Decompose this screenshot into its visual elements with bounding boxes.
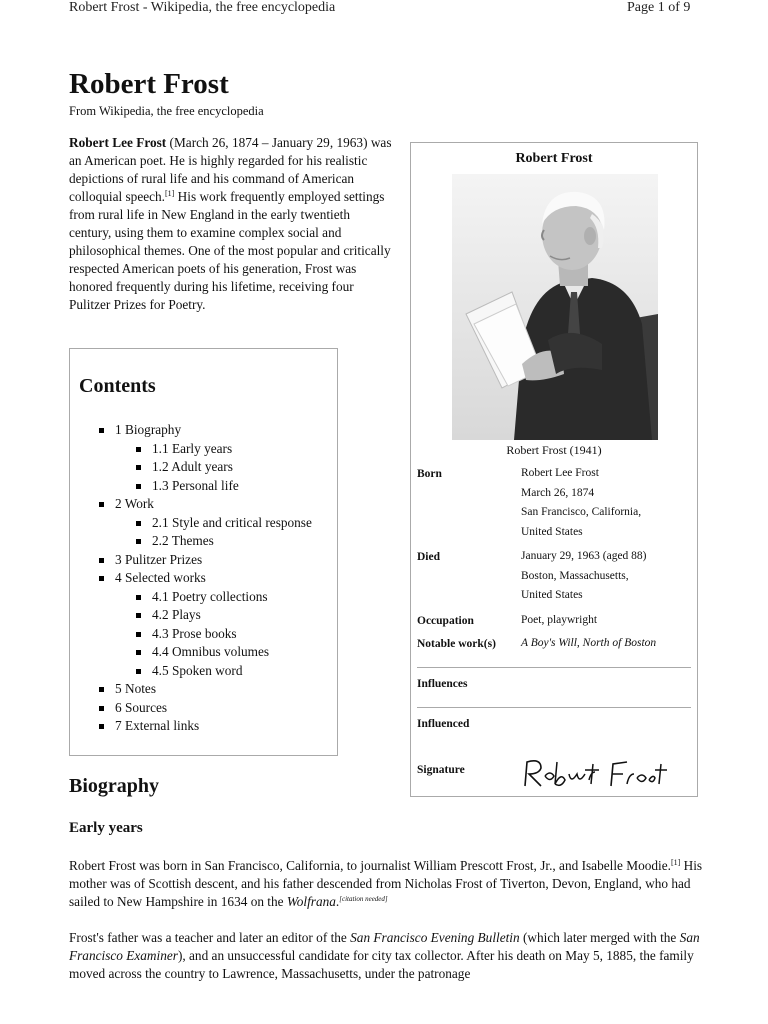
born-line: San Francisco, California, xyxy=(521,506,642,518)
toc-title: Contents xyxy=(79,375,156,397)
born-line: March 26, 1874 xyxy=(521,486,595,499)
born-value xyxy=(521,464,641,542)
intro-paragraph xyxy=(69,134,395,314)
table-of-contents xyxy=(69,348,338,756)
toc-item[interactable] xyxy=(70,680,337,699)
signature-image xyxy=(519,756,669,792)
bullet-icon xyxy=(136,669,141,674)
infobox-name: Robert Frost xyxy=(515,151,593,166)
signature-label: Signature xyxy=(417,764,465,776)
influences-label[interactable]: Influences xyxy=(417,678,468,690)
toc-item[interactable] xyxy=(70,551,337,570)
died-line: Boston, Massachusetts, xyxy=(521,569,629,582)
intro-text-a: (March 26, 1874 – January 29, 1963) was an American poet. He is highly regarded for his realistic depictions of rural life and his command of American colloquial speech. xyxy=(69,135,392,204)
toc-item-label[interactable]: 4 Selected works xyxy=(115,570,206,585)
citation-needed-link[interactable]: [citation needed] xyxy=(339,895,388,903)
toc-item[interactable] xyxy=(70,625,337,644)
toc-item-label[interactable]: 1.3 Personal life xyxy=(152,477,239,493)
text: ), and an unsuccessful candidate for city tax collector. After his death on May 5, 1885, the family moved across the country to Lawrence, Massachusetts, under the patronage xyxy=(69,948,694,981)
bullet-icon xyxy=(136,447,141,452)
toc-item[interactable] xyxy=(70,606,337,625)
born-line: United States xyxy=(521,525,583,538)
toc-item-label[interactable]: 4.5 Spoken word xyxy=(152,662,243,678)
died-value xyxy=(521,547,647,606)
toc-item-label[interactable]: 1 Biography xyxy=(115,422,182,437)
page-subtitle: From Wikipedia, the free encyclopedia xyxy=(69,104,264,118)
toc-item-label[interactable]: 7 External links xyxy=(115,718,200,733)
page-header-title: Robert Frost - Wikipedia, the free encyclopedia xyxy=(69,0,336,15)
died-line: January 29, 1963 (aged 88) xyxy=(521,550,647,562)
toc-item[interactable] xyxy=(70,699,337,718)
toc-item-label[interactable]: 5 Notes xyxy=(115,681,156,696)
newspaper-name: San Francisco Examiner xyxy=(69,930,700,963)
text: Robert Frost was born in San Francisco, California, to journalist William Prescott Frost, Jr., and Isabelle Moodie. xyxy=(69,858,671,873)
toc-item-label[interactable]: 3 Pulitzer Prizes xyxy=(115,551,203,567)
bullet-icon xyxy=(136,650,141,655)
bullet-icon xyxy=(99,558,104,563)
toc-list xyxy=(70,421,337,736)
bullet-icon xyxy=(136,595,141,600)
subsection-heading-early-years: Early years xyxy=(69,820,143,836)
toc-item[interactable] xyxy=(70,643,337,662)
bullet-icon xyxy=(99,706,104,711)
occupation-label: Occupation xyxy=(417,615,474,627)
page-title: Robert Frost xyxy=(69,68,229,100)
toc-item[interactable] xyxy=(70,532,337,551)
toc-item-label[interactable]: 4.4 Omnibus volumes xyxy=(152,644,270,659)
intro-bold-name: Robert Lee Frost xyxy=(69,135,167,150)
intro-text-b: His work frequently employed settings from rural life in New England in the early twentieth century, using them to examine complex social and philosophical themes. One of the most popular and critically respected American poets of his generation, Frost was honored frequently during his lifetime, receiving four Pulitzer Prizes for Poetry. xyxy=(69,189,391,312)
toc-item[interactable] xyxy=(70,458,337,477)
toc-item-label[interactable]: 4.3 Prose books xyxy=(152,625,237,641)
toc-item[interactable] xyxy=(70,569,337,588)
died-label: Died xyxy=(417,551,440,563)
bullet-icon xyxy=(136,521,141,526)
text: . xyxy=(335,894,340,909)
died-line: United States xyxy=(521,589,583,601)
toc-item[interactable] xyxy=(70,514,337,533)
born-line: Robert Lee Frost xyxy=(521,467,599,479)
divider xyxy=(417,667,691,668)
bullet-icon xyxy=(99,576,104,581)
text: Frost's father was a teacher and later an editor of the xyxy=(69,930,351,945)
bullet-icon xyxy=(99,687,104,692)
text: (which later merged with the xyxy=(519,930,680,945)
bullet-icon xyxy=(99,502,104,507)
toc-item-label[interactable]: 1.2 Adult years xyxy=(152,459,233,474)
notable-works-label: Notable work(s) xyxy=(417,638,496,650)
toc-item[interactable] xyxy=(70,421,337,440)
notable-works-value[interactable]: A Boy's Will, North of Boston xyxy=(521,637,657,649)
portrait-photo xyxy=(452,174,658,440)
page-number: Page 1 of 9 xyxy=(627,0,691,15)
body-paragraph xyxy=(69,857,709,911)
toc-item-label[interactable]: 2 Work xyxy=(115,496,154,511)
divider xyxy=(417,707,691,708)
toc-item-label[interactable]: 1.1 Early years xyxy=(152,440,233,456)
citation-link[interactable]: [1] xyxy=(670,858,681,867)
body-paragraph xyxy=(69,929,709,983)
toc-item[interactable] xyxy=(70,440,337,459)
toc-item[interactable] xyxy=(70,588,337,607)
bullet-icon xyxy=(136,465,141,470)
bullet-icon xyxy=(136,539,141,544)
bullet-icon xyxy=(136,484,141,489)
influenced-label[interactable]: Influenced xyxy=(417,718,470,730)
bullet-icon xyxy=(99,428,104,433)
bullet-icon xyxy=(136,613,141,618)
toc-item[interactable] xyxy=(70,717,337,736)
bullet-icon xyxy=(136,632,141,637)
toc-item-label[interactable]: 2.2 Themes xyxy=(152,533,214,548)
toc-item[interactable] xyxy=(70,495,337,514)
ship-name: Wolfrana xyxy=(286,894,336,909)
born-label: Born xyxy=(417,468,442,480)
text: His mother was of Scottish descent, and his father descended from Nicholas Frost of Tiverton, Devon, England, who had sailed to New Hampshire in 1634 on the xyxy=(69,858,703,909)
toc-item-label[interactable]: 4.1 Poetry collections xyxy=(152,588,268,604)
infobox xyxy=(410,142,698,797)
toc-item-label[interactable]: 2.1 Style and critical response xyxy=(152,514,312,530)
bullet-icon xyxy=(99,724,104,729)
toc-item[interactable] xyxy=(70,662,337,681)
occupation-value: Poet, playwright xyxy=(521,614,598,626)
toc-item[interactable] xyxy=(70,477,337,496)
citation-link[interactable]: [1] xyxy=(165,189,175,198)
toc-item-label[interactable]: 4.2 Plays xyxy=(152,607,201,622)
section-heading-biography: Biography xyxy=(69,775,160,797)
toc-item-label[interactable]: 6 Sources xyxy=(115,699,168,715)
newspaper-name: San Francisco Evening Bulletin xyxy=(350,930,520,945)
photo-caption: Robert Frost (1941) xyxy=(506,443,602,457)
